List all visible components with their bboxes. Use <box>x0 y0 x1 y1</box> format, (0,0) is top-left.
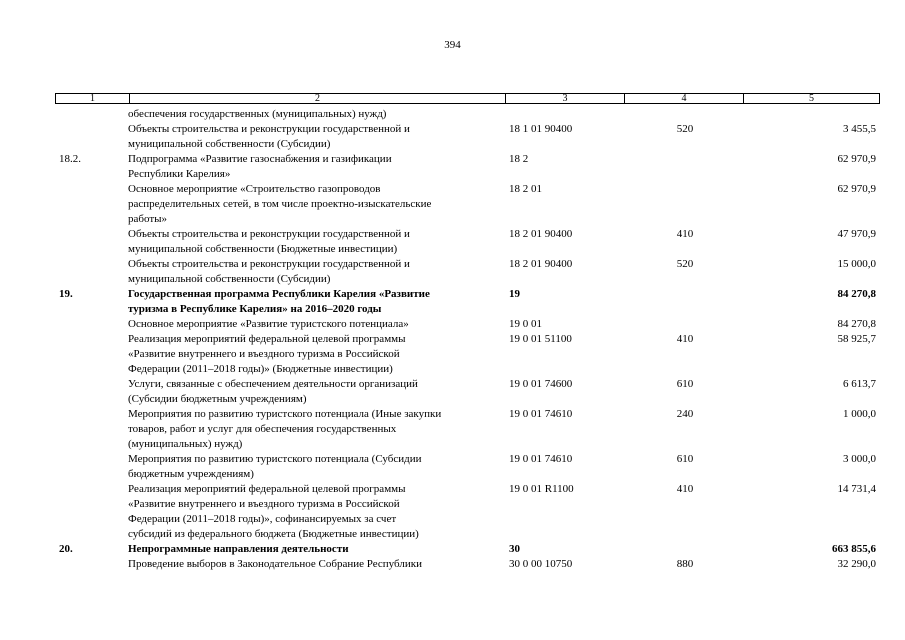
description-line: Объекты строительства и реконструкции государственной и <box>128 123 410 135</box>
row-expense-type: 410 <box>676 333 694 345</box>
table-row <box>0 332 905 377</box>
description-line: субсидий из федерального бюджета (Бюджетные инвестиции) <box>128 528 419 540</box>
row-amount: 15 000,0 <box>837 258 876 270</box>
row-code: 19 0 01 R1100 <box>509 483 574 495</box>
row-code: 19 0 01 74600 <box>509 378 573 390</box>
description-line: Мероприятия по развитию туристского потенциала (Иные закупки <box>128 408 442 420</box>
row-code: 19 <box>509 288 520 300</box>
row-amount: 84 270,8 <box>837 288 876 300</box>
row-description <box>128 257 498 287</box>
description-line: (Субсидии бюджетным учреждениям) <box>128 393 307 405</box>
description-line: «Развитие внутреннего и въездного туризма в Российской <box>128 348 400 360</box>
description-line: муниципальной собственности (Субсидии) <box>128 138 331 150</box>
row-description <box>128 122 498 152</box>
row-number: 19. <box>59 288 73 300</box>
row-code: 19 0 01 <box>509 318 542 330</box>
row-description <box>128 542 498 557</box>
table-row <box>0 122 905 152</box>
table-row <box>0 557 905 572</box>
row-code: 19 0 01 51100 <box>509 333 572 345</box>
row-amount: 62 970,9 <box>837 153 876 165</box>
description-line: Объекты строительства и реконструкции государственной и <box>128 228 410 240</box>
row-description <box>128 377 498 407</box>
description-line: обеспечения государственных (муниципальных) нужд) <box>128 108 387 120</box>
description-line: товаров, работ и услуг для обеспечения государственных <box>128 423 397 435</box>
description-line: муниципальной собственности (Субсидии) <box>128 273 331 285</box>
table-row <box>0 227 905 257</box>
row-number: 20. <box>59 543 73 555</box>
description-line: Республики Карелия» <box>128 168 231 180</box>
table-row <box>0 107 905 122</box>
table-row <box>0 377 905 407</box>
description-line: «Развитие внутреннего и въездного туризма в Российской <box>128 498 400 510</box>
description-line: Непрограммные направления деятельности <box>128 543 349 555</box>
row-code: 30 0 00 10750 <box>509 558 573 570</box>
table-body <box>0 107 905 572</box>
row-amount: 84 270,8 <box>837 318 876 330</box>
row-expense-type: 240 <box>676 408 694 420</box>
row-description <box>128 557 498 572</box>
table-row <box>0 182 905 227</box>
header-col-1: 1 <box>90 93 95 104</box>
description-line: Мероприятия по развитию туристского потенциала (Субсидии <box>128 453 422 465</box>
row-expense-type: 410 <box>676 483 694 495</box>
table-header-row <box>55 93 880 104</box>
row-number: 18.2. <box>59 153 81 165</box>
header-col-3: 3 <box>505 94 624 103</box>
row-code: 19 0 01 74610 <box>509 453 573 465</box>
row-expense-type: 610 <box>676 453 694 465</box>
row-code: 18 2 01 <box>509 183 542 195</box>
row-amount: 3 455,5 <box>843 123 876 135</box>
description-line: Основное мероприятие «Развитие туристского потенциала» <box>128 318 409 330</box>
header-col-5: 5 <box>743 94 879 103</box>
description-line: работы» <box>128 213 168 225</box>
row-code: 18 1 01 90400 <box>509 123 573 135</box>
row-description <box>128 287 498 317</box>
description-line: распределительных сетей, в том числе проектно-изыскательские <box>128 198 432 210</box>
row-expense-type: 610 <box>676 378 694 390</box>
row-expense-type: 520 <box>676 123 694 135</box>
row-description <box>128 482 498 542</box>
description-line: Федерации (2011–2018 годы)», софинансируемых за счет <box>128 513 397 525</box>
row-description <box>128 227 498 257</box>
table-row <box>0 287 905 317</box>
header-col-4: 4 <box>624 94 743 103</box>
table-row <box>0 257 905 287</box>
table-row <box>0 482 905 542</box>
row-description <box>128 452 498 482</box>
row-description <box>128 182 498 227</box>
row-expense-type: 880 <box>676 558 694 570</box>
description-line: Услуги, связанные с обеспечением деятельности организаций <box>128 378 418 390</box>
row-description <box>128 107 498 122</box>
table-row <box>0 452 905 482</box>
row-amount: 47 970,9 <box>837 228 876 240</box>
row-code: 18 2 01 90400 <box>509 258 573 270</box>
row-description <box>128 317 498 332</box>
description-line: Реализация мероприятий федеральной целевой программы <box>128 483 406 495</box>
row-amount: 32 290,0 <box>837 558 876 570</box>
row-code: 18 2 <box>509 153 529 165</box>
row-code: 30 <box>509 543 520 555</box>
row-description <box>128 152 498 182</box>
row-code: 19 0 01 74610 <box>509 408 573 420</box>
row-amount: 3 000,0 <box>843 453 876 465</box>
description-line: Федерации (2011–2018 годы)» (Бюджетные инвестиции) <box>128 363 393 375</box>
row-amount: 1 000,0 <box>843 408 876 420</box>
row-amount: 58 925,7 <box>837 333 876 345</box>
table-row <box>0 542 905 557</box>
description-line: муниципальной собственности (Бюджетные инвестиции) <box>128 243 398 255</box>
table-row <box>0 152 905 182</box>
description-line: бюджетным учреждениям) <box>128 468 254 480</box>
description-line: туризма в Республике Карелия» на 2016–2020 годы <box>128 303 382 315</box>
row-description <box>128 407 498 452</box>
table-row <box>0 317 905 332</box>
description-line: Подпрограмма «Развитие газоснабжения и газификации <box>128 153 392 165</box>
page-number: 394 <box>444 39 461 51</box>
row-amount: 62 970,9 <box>837 183 876 195</box>
header-col-2: 2 <box>129 94 505 103</box>
description-line: Реализация мероприятий федеральной целевой программы <box>128 333 406 345</box>
table-row <box>0 407 905 452</box>
description-line: (муниципальных) нужд) <box>128 438 243 450</box>
row-description <box>128 332 498 377</box>
row-amount: 6 613,7 <box>843 378 876 390</box>
row-expense-type: 410 <box>676 228 694 240</box>
row-code: 18 2 01 90400 <box>509 228 573 240</box>
description-line: Проведение выборов в Законодательное Собрание Республики <box>128 558 422 570</box>
row-expense-type: 520 <box>676 258 694 270</box>
row-amount: 663 855,6 <box>832 543 876 555</box>
description-line: Объекты строительства и реконструкции государственной и <box>128 258 410 270</box>
description-line: Основное мероприятие «Строительство газопроводов <box>128 183 381 195</box>
row-amount: 14 731,4 <box>837 483 876 495</box>
description-line: Государственная программа Республики Карелия «Развитие <box>128 288 430 300</box>
